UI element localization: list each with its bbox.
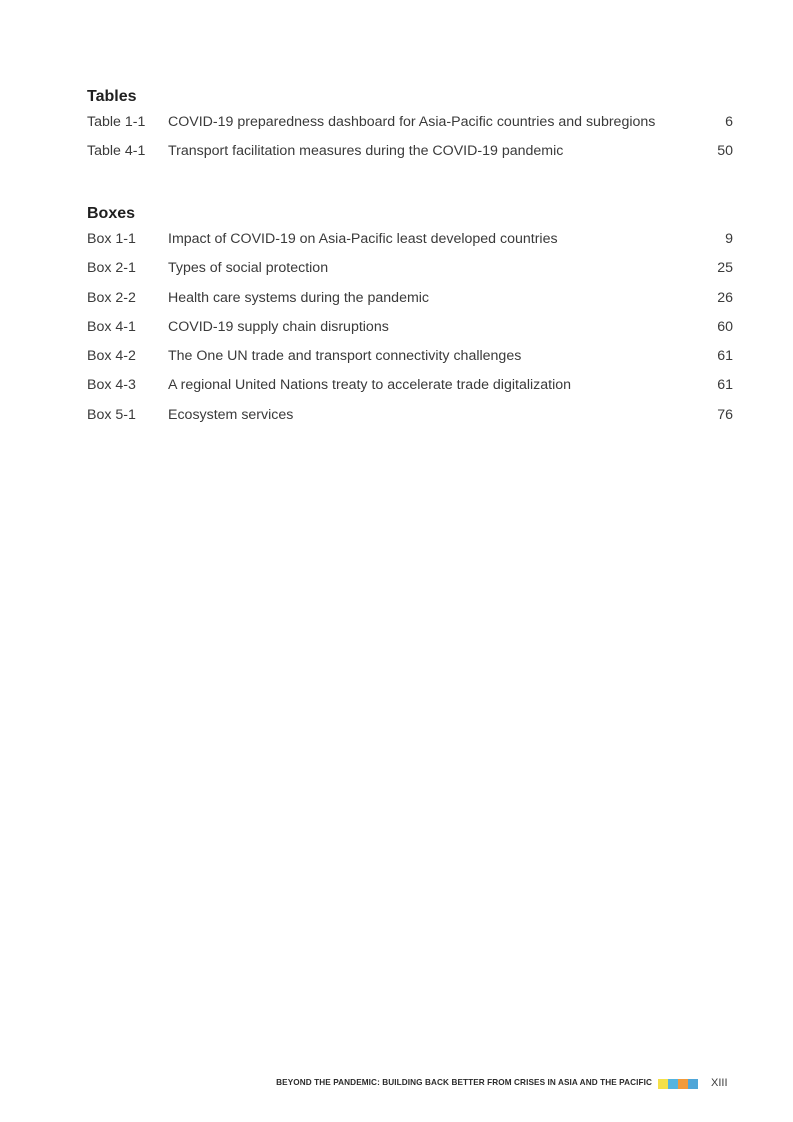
entry-label: Box 4-1 — [87, 318, 136, 335]
entry-page-number: 6 — [725, 114, 733, 130]
entry-page-number: 26 — [717, 289, 733, 306]
entry-page-number: 9 — [725, 231, 733, 247]
entry-page-number: 50 — [717, 143, 733, 160]
page-number: XIII — [711, 1077, 728, 1089]
entry-page-number: 25 — [717, 260, 733, 277]
entry-page-number: 60 — [717, 318, 733, 335]
entry-label: Box 4-2 — [87, 348, 136, 365]
entry-page-number: 61 — [717, 348, 733, 365]
entry-title: COVID-19 supply chain disruptions — [168, 318, 389, 335]
color-swatch — [688, 1079, 698, 1089]
entry-title: Health care systems during the pandemic — [168, 289, 430, 306]
box-entry[interactable] — [87, 406, 733, 435]
footer-report-title: BEYOND THE PANDEMIC: BUILDING BACK BETTER FROM CRISES IN ASIA AND THE PACIFIC — [276, 1078, 652, 1087]
entry-label: Box 4-3 — [87, 377, 136, 394]
color-swatch — [678, 1079, 688, 1089]
entry-title: Impact of COVID-19 on Asia-Pacific least developed countries — [168, 231, 558, 247]
entry-label: Table 4-1 — [87, 143, 146, 160]
entry-title: Types of social protection — [168, 260, 329, 277]
footer-color-bar — [658, 1079, 698, 1089]
entry-title: Ecosystem services — [168, 406, 294, 423]
table-entry[interactable] — [87, 113, 733, 142]
box-entry[interactable] — [87, 289, 733, 318]
entry-title: The One UN trade and transport connectivity challenges — [168, 348, 522, 365]
color-swatch — [658, 1079, 668, 1089]
boxes-heading: Boxes — [87, 205, 136, 222]
boxes-section — [87, 204, 733, 435]
box-entry[interactable] — [87, 347, 733, 376]
entry-page-number: 76 — [717, 406, 733, 423]
entry-title: COVID-19 preparedness dashboard for Asia-Pacific countries and subregions — [168, 114, 656, 130]
table-entry[interactable] — [87, 142, 733, 171]
tables-section — [87, 87, 733, 172]
box-entry[interactable] — [87, 376, 733, 405]
box-entry[interactable] — [87, 259, 733, 288]
entry-label: Box 5-1 — [87, 406, 136, 423]
entry-page-number: 61 — [717, 377, 733, 394]
box-entry[interactable] — [87, 318, 733, 347]
page-footer — [0, 1076, 793, 1092]
entry-title: A regional United Nations treaty to accelerate trade digitalization — [168, 377, 571, 394]
entry-label: Table 1-1 — [87, 114, 146, 130]
box-entry[interactable] — [87, 230, 733, 259]
entry-title: Transport facilitation measures during the COVID-19 pandemic — [168, 143, 564, 160]
tables-heading: Tables — [87, 88, 137, 105]
color-swatch — [668, 1079, 678, 1089]
entry-label: Box 2-2 — [87, 289, 136, 306]
entry-label: Box 1-1 — [87, 231, 136, 247]
entry-label: Box 2-1 — [87, 260, 136, 277]
